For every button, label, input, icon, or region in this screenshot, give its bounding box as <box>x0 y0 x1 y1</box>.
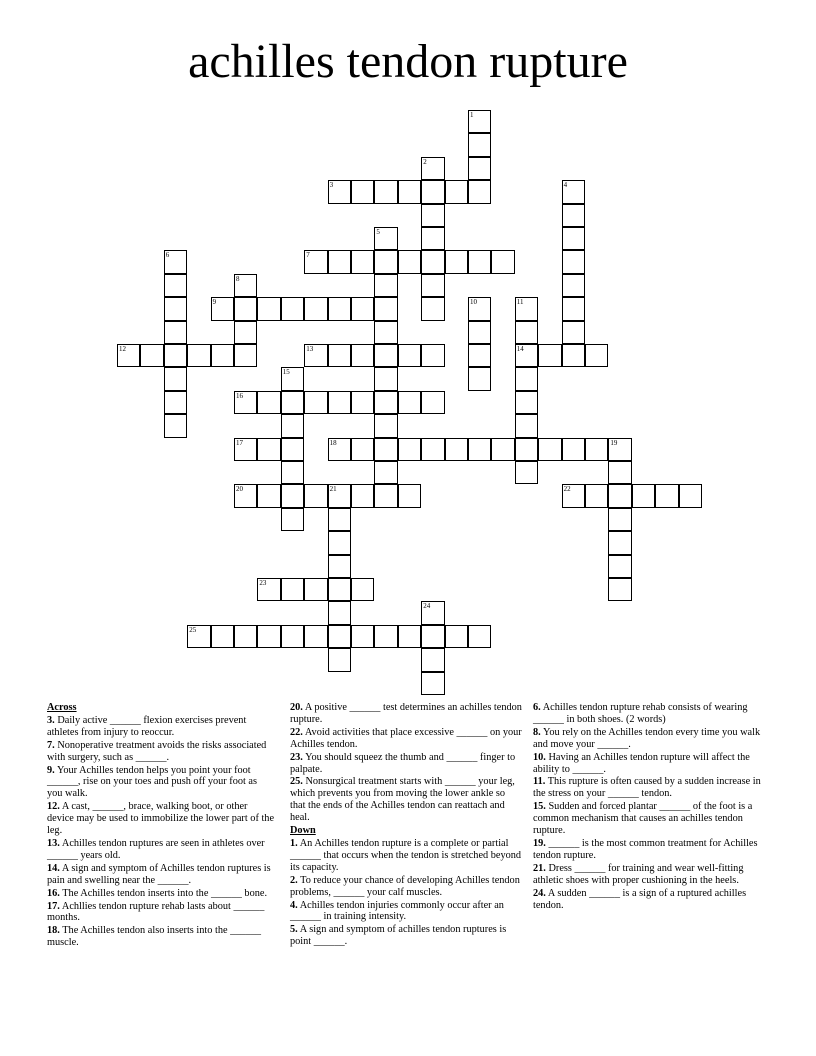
clue-number: 19. <box>533 837 546 849</box>
grid-cell <box>328 531 351 554</box>
across-clue <box>47 715 275 739</box>
clue-text: A positive ______ test determines an achilles tendon rupture. <box>290 702 522 725</box>
down-clue <box>290 900 522 924</box>
grid-cell <box>234 344 257 367</box>
grid-cell <box>328 578 351 601</box>
grid-cell <box>187 344 210 367</box>
across-heading: Across <box>47 702 77 713</box>
grid-cell <box>445 625 468 648</box>
grid-cell <box>304 391 327 414</box>
clue-number: 10. <box>533 751 546 763</box>
cell-number: 5 <box>376 228 380 236</box>
cell-number: 14 <box>516 345 524 353</box>
cell-number: 8 <box>236 274 240 283</box>
cell-number: 11 <box>516 298 524 307</box>
grid-cell <box>398 625 421 648</box>
grid-cell <box>328 344 351 367</box>
cell-number: 16 <box>236 391 243 400</box>
clue-text: Achilles tendon ruptures are seen in athletes over ______ years old. <box>47 837 265 861</box>
grid-cell <box>608 484 631 507</box>
grid-cell <box>515 461 538 484</box>
clue-number: 18. <box>47 925 60 937</box>
grid-cell <box>562 321 585 344</box>
grid-cell <box>655 484 678 507</box>
grid-cell <box>374 321 397 344</box>
clue-text: Sudden and forced plantar ______ of the foot is a common mechanism that causes an achilles tendon rupture. <box>533 801 753 837</box>
clue-number: 15. <box>533 801 546 813</box>
grid-cell <box>234 625 257 648</box>
down-heading: Down <box>290 825 316 837</box>
grid-cell <box>515 367 538 390</box>
grid-cell <box>281 508 304 531</box>
grid-cell <box>538 438 561 461</box>
grid-cell <box>328 297 351 320</box>
grid-cell <box>562 344 585 367</box>
grid-cell <box>562 204 585 227</box>
clue-number: 14. <box>47 862 60 874</box>
grid-cell <box>328 648 351 671</box>
cell-number: 15 <box>282 368 290 377</box>
grid-cell <box>515 321 538 344</box>
grid-cell <box>257 484 280 507</box>
clue-text: Avoid activities that place excessive ______ on your Achilles tendon. <box>290 726 522 750</box>
grid-cell <box>351 391 374 414</box>
across-clue <box>47 801 275 837</box>
grid-cell <box>468 133 491 156</box>
grid-cell <box>421 672 444 695</box>
clue-number: 4. <box>290 899 298 911</box>
down-clue <box>533 801 763 837</box>
grid-cell <box>281 461 304 484</box>
across-clue <box>290 752 522 776</box>
grid-cell <box>538 344 561 367</box>
grid-cell <box>351 250 374 273</box>
clue-text: Daily active ______ flexion exercises prevent athletes from injury to reoccur. <box>47 714 247 738</box>
clue-number: 3. <box>47 714 55 726</box>
grid-cell <box>468 180 491 203</box>
clue-number: 8. <box>533 726 541 738</box>
grid-cell <box>515 391 538 414</box>
grid-cell <box>328 625 351 648</box>
clues-column-3 <box>533 702 763 912</box>
grid-cell <box>468 250 491 273</box>
grid-cell <box>398 250 421 273</box>
grid-cell <box>679 484 702 507</box>
clue-text: A cast, ______, brace, walking boot, or other device may be used to immobilize the lower part of the leg. <box>47 801 275 837</box>
down-clue <box>533 702 763 726</box>
cell-number: 6 <box>165 251 170 260</box>
down-clue <box>290 875 522 899</box>
across-clue <box>290 702 522 726</box>
across-clue <box>47 740 275 764</box>
grid-cell <box>421 391 444 414</box>
clue-text: This rupture is often caused by a sudden increase in the stress on your ______ tendon. <box>533 776 761 800</box>
grid-cell <box>304 297 327 320</box>
grid-cell <box>257 438 280 461</box>
grid-cell <box>281 391 304 414</box>
grid-cell <box>398 484 421 507</box>
clue-number: 5. <box>290 924 298 936</box>
grid-cell <box>164 367 187 390</box>
clue-number: 9. <box>47 764 55 776</box>
clue-text: Your Achilles tendon helps you point your foot ______, rise on your toes and push off your foot as you walk. <box>47 764 258 800</box>
grid-cell <box>257 297 280 320</box>
grid-cell <box>608 461 631 484</box>
grid-cell <box>374 391 397 414</box>
grid-cell <box>562 227 585 250</box>
clue-number: 1. <box>290 837 298 849</box>
cell-number: 2 <box>423 157 427 166</box>
cell-number: 3 <box>329 181 334 190</box>
grid-cell <box>491 250 514 273</box>
cell-number: 18 <box>329 438 337 447</box>
grid-cell <box>281 625 304 648</box>
cell-number: 22 <box>563 485 571 494</box>
grid-cell <box>585 484 608 507</box>
down-clue <box>533 863 763 887</box>
down-clue <box>533 776 763 800</box>
grid-cell <box>234 321 257 344</box>
clue-number: 21. <box>533 862 546 874</box>
grid-cell <box>421 438 444 461</box>
grid-cell <box>421 297 444 320</box>
grid-cell <box>421 204 444 227</box>
grid-cell <box>468 438 491 461</box>
down-clue <box>533 752 763 776</box>
grid-cell <box>421 250 444 273</box>
grid-cell <box>328 601 351 624</box>
grid-cell <box>445 438 468 461</box>
grid-cell <box>585 344 608 367</box>
clue-text: A sign and symptom of achilles tendon ruptures is point ______. <box>290 924 507 948</box>
grid-cell <box>445 250 468 273</box>
clues-column-1 <box>47 702 275 950</box>
clue-number: 24. <box>533 887 546 899</box>
grid-cell <box>421 344 444 367</box>
grid-cell <box>374 274 397 297</box>
grid-cell <box>374 625 397 648</box>
grid-cell <box>398 438 421 461</box>
clue-number: 11. <box>533 776 546 788</box>
grid-cell <box>562 274 585 297</box>
grid-cell <box>304 625 327 648</box>
clue-number: 25. <box>290 776 303 788</box>
grid-cell <box>211 344 234 367</box>
grid-cell <box>328 391 351 414</box>
grid-cell <box>304 578 327 601</box>
grid-cell <box>164 297 187 320</box>
grid-cell <box>304 484 327 507</box>
clue-text: Achllies tendon rupture rehab lasts about ______ months. <box>47 900 265 924</box>
grid-cell <box>421 274 444 297</box>
grid-cell <box>608 531 631 554</box>
grid-cell <box>421 648 444 671</box>
down-clue <box>533 727 763 751</box>
cell-number: 10 <box>470 298 477 307</box>
cell-number: 7 <box>306 251 310 260</box>
grid-cell <box>374 461 397 484</box>
cell-number: 23 <box>259 579 267 587</box>
clue-text: The Achilles tendon inserts into the ______ bone. <box>62 887 268 899</box>
cell-number: 9 <box>212 298 217 307</box>
grid-cell <box>515 414 538 437</box>
clue-number: 2. <box>290 874 298 886</box>
across-clue <box>47 863 275 887</box>
grid-cell <box>374 297 397 320</box>
across-clue <box>290 727 522 751</box>
across-clue <box>47 901 275 925</box>
grid-cell <box>351 180 374 203</box>
grid-cell <box>281 578 304 601</box>
grid-cell <box>374 344 397 367</box>
clue-number: 7. <box>47 739 55 751</box>
grid-cell <box>608 508 631 531</box>
grid-cell <box>374 250 397 273</box>
grid-cell <box>164 344 187 367</box>
clue-number: 16. <box>47 887 60 899</box>
grid-cell <box>398 391 421 414</box>
grid-cell <box>281 414 304 437</box>
grid-cell <box>351 484 374 507</box>
grid-cell <box>374 414 397 437</box>
grid-cell <box>608 578 631 601</box>
grid-cell <box>257 391 280 414</box>
cell-number: 12 <box>119 345 126 353</box>
grid-cell <box>281 484 304 507</box>
grid-cell <box>374 438 397 461</box>
clue-text: A sign and symptom of Achilles tendon ruptures is pain and swelling near the ______. <box>47 862 271 886</box>
grid-cell <box>234 297 257 320</box>
grid-cell <box>374 484 397 507</box>
cell-number: 1 <box>470 111 474 119</box>
clue-text: Having an Achilles tendon rupture will affect the ability to ______. <box>533 751 750 775</box>
cell-number: 19 <box>610 438 618 447</box>
grid-cell <box>328 250 351 273</box>
grid-cell <box>164 391 187 414</box>
cell-number: 25 <box>189 625 197 634</box>
grid-cell <box>164 274 187 297</box>
grid-cell <box>281 438 304 461</box>
grid-cell <box>374 180 397 203</box>
clue-text: You should squeez the thumb and ______ finger to palpate. <box>290 751 516 775</box>
clue-text: Nonsurgical treatment starts with ______ your leg, which prevents you from moving the lower ankle so that the ends of the Achilles tendon can reattach and heal. <box>290 776 515 824</box>
grid-cell <box>468 157 491 180</box>
clue-text: ______ is the most common treatment for Achilles tendon rupture. <box>533 837 758 861</box>
grid-cell <box>562 297 585 320</box>
clue-text: Nonoperative treatment avoids the risks associated with surgery, such as ______. <box>47 739 267 763</box>
cell-number: 4 <box>563 181 568 190</box>
grid-cell <box>211 625 234 648</box>
grid-cell <box>445 180 468 203</box>
grid-cell <box>468 367 491 390</box>
clue-text: Dress ______ for training and wear well-fitting athletic shoes with proper cushioning in the heels. <box>533 862 744 886</box>
grid-cell <box>421 625 444 648</box>
grid-cell <box>351 438 374 461</box>
grid-cell <box>140 344 163 367</box>
clues-column-2 <box>290 702 522 949</box>
down-clue <box>290 838 522 874</box>
grid-cell <box>421 227 444 250</box>
cell-number: 24 <box>423 602 431 611</box>
clue-number: 20. <box>290 702 303 713</box>
grid-cell <box>398 180 421 203</box>
grid-cell <box>468 625 491 648</box>
across-clue <box>47 838 275 862</box>
cell-number: 13 <box>306 345 314 353</box>
down-clue <box>533 838 763 862</box>
clue-number: 22. <box>290 726 303 738</box>
grid-cell <box>328 508 351 531</box>
down-clue <box>533 888 763 912</box>
grid-cell <box>608 555 631 578</box>
across-clue <box>47 765 275 801</box>
grid-cell <box>164 414 187 437</box>
grid-cell <box>585 438 608 461</box>
grid-cell <box>562 250 585 273</box>
cell-number: 21 <box>329 485 337 494</box>
clue-text: You rely on the Achilles tendon every time you walk and move your ______. <box>533 726 761 750</box>
clue-number: 17. <box>47 900 60 912</box>
clue-number: 6. <box>533 702 541 713</box>
down-clue <box>290 924 522 948</box>
across-clue <box>290 776 522 824</box>
grid-cell <box>421 180 444 203</box>
cell-number: 17 <box>236 438 243 447</box>
grid-cell <box>164 321 187 344</box>
clue-text: The Achilles tendon also inserts into the ______ muscle. <box>47 925 262 949</box>
grid-cell <box>562 438 585 461</box>
puzzle-title: achilles tendon rupture <box>188 35 628 88</box>
clue-number: 13. <box>47 837 60 849</box>
cell-number: 20 <box>236 485 243 494</box>
across-clue <box>47 925 275 949</box>
clue-text: Achilles tendon rupture rehab consists of wearing ______ in both shoes. (2 words) <box>533 702 748 725</box>
grid-cell <box>351 578 374 601</box>
grid-cell <box>398 344 421 367</box>
clue-text: Achilles tendon injuries commonly occur after an ______ in training intensity. <box>290 899 504 923</box>
clue-number: 23. <box>290 751 303 763</box>
grid-cell <box>491 438 514 461</box>
grid-cell <box>374 367 397 390</box>
clue-text: To reduce your chance of developing Achilles tendon problems, ______ your calf muscles. <box>290 874 520 898</box>
grid-cell <box>281 297 304 320</box>
grid-cell <box>351 625 374 648</box>
grid-cell <box>468 344 491 367</box>
grid-cell <box>351 344 374 367</box>
clue-text: An Achilles tendon rupture is a complete or partial ______ that occurs when the tendon is stretched beyond its capacity. <box>290 837 522 873</box>
grid-cell <box>632 484 655 507</box>
grid-cell <box>257 625 280 648</box>
grid-cell <box>468 321 491 344</box>
grid-cell <box>328 555 351 578</box>
across-clue <box>47 888 275 900</box>
clue-text: A sudden ______ is a sign of a ruptured achilles tendon. <box>533 887 747 911</box>
clue-number: 12. <box>47 801 60 813</box>
grid-cell <box>515 438 538 461</box>
grid-cell <box>351 297 374 320</box>
